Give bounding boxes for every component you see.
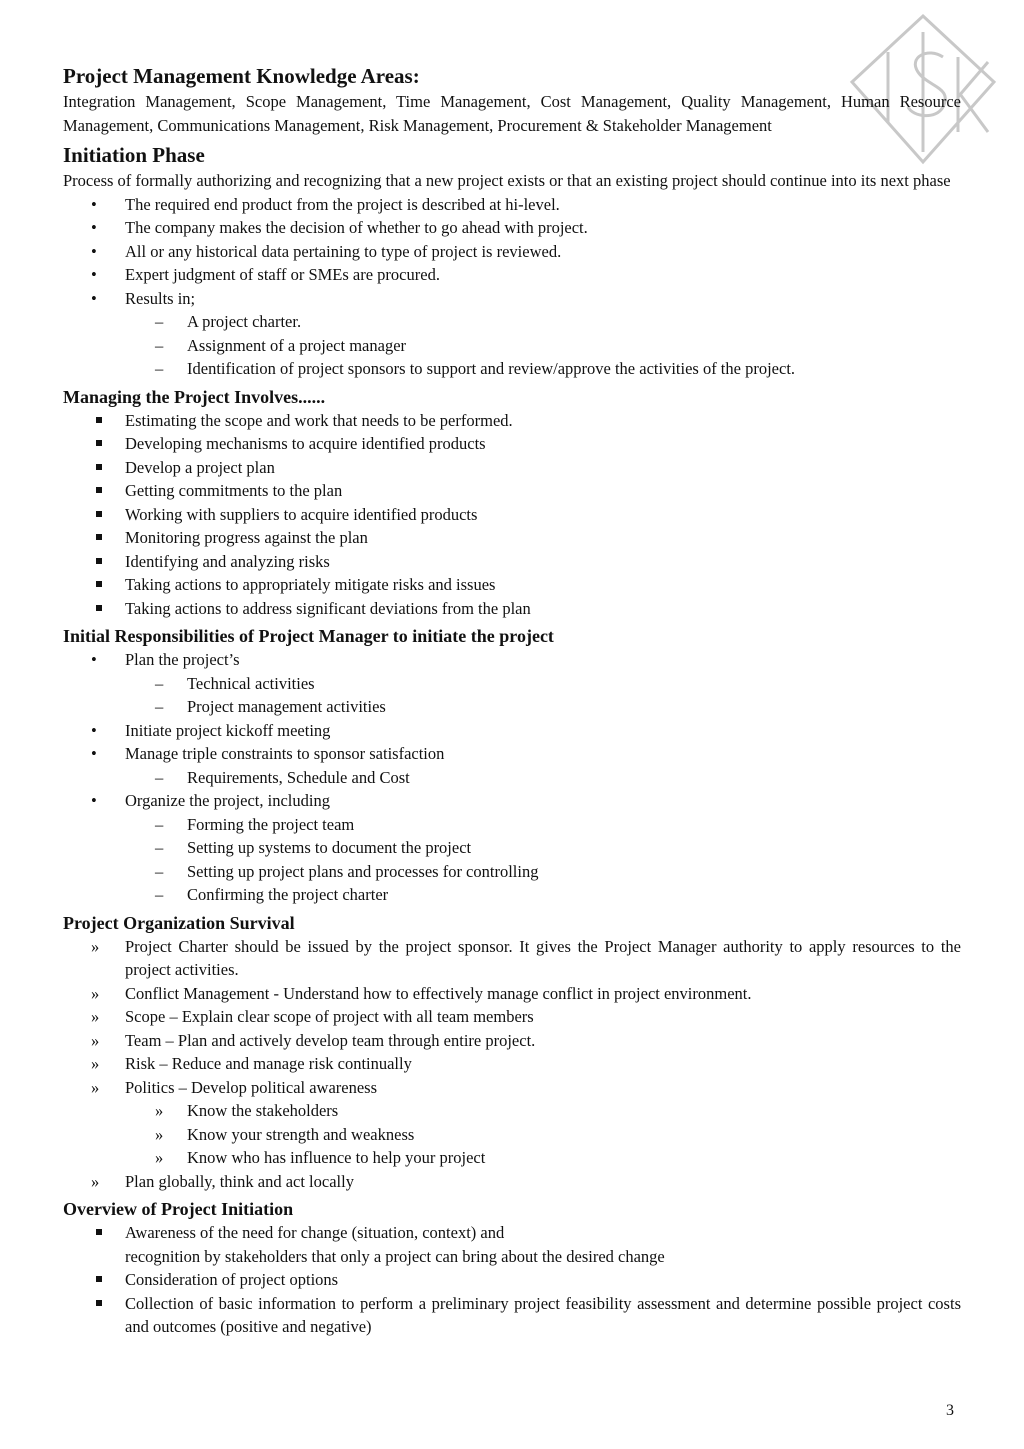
list-item: – Identification of project sponsors to support and review/approve the activities of the project. <box>155 359 796 378</box>
list-item: » Scope – Explain clear scope of project with all team members <box>91 1007 534 1026</box>
managing-list <box>63 409 961 621</box>
list-item: – A project charter. <box>155 312 302 331</box>
list-item: » Politics – Develop political awareness <box>91 1077 378 1097</box>
initiation-title: Initiation Phase <box>63 143 205 167</box>
list-item: » Risk – Reduce and manage risk continually <box>91 1054 412 1073</box>
initiation-list <box>63 193 961 311</box>
list-item: Develop a project plan <box>63 456 961 480</box>
list-item: • Organize the project, including <box>91 791 330 810</box>
list-item: – Setting up project plans and processes for controlling <box>155 861 539 881</box>
list-item: • Expert judgment of staff or SMEs are procured. <box>91 265 440 284</box>
plan-sub-list <box>63 672 961 719</box>
list-item: • The required end product from the project is described at hi-level. <box>91 194 560 214</box>
list-item: • The company makes the decision of whether to go ahead with project. <box>91 218 588 237</box>
list-item: Developing mechanisms to acquire identified products <box>63 432 961 456</box>
list-item: – Setting up systems to document the project <box>155 838 472 857</box>
list-item: – Forming the project team <box>155 814 355 834</box>
responsibilities-title: Initial Responsibilities of Project Manager to initiate the project <box>63 626 554 646</box>
document-page <box>63 62 961 1339</box>
politics-sub-list <box>63 1099 961 1170</box>
list-item: • Results in; <box>91 288 196 308</box>
overview-title: Overview of Project Initiation <box>63 1199 294 1219</box>
list-item: » Conflict Management - Understand how to effectively manage conflict in project environment. <box>91 983 752 1003</box>
list-item: – Requirements, Schedule and Cost <box>155 767 410 787</box>
page-number: 3 <box>946 1402 954 1419</box>
list-item: » Know the stakeholders <box>155 1101 339 1120</box>
list-item: • Manage triple constraints to sponsor satisfaction <box>91 744 445 763</box>
overview-list <box>63 1221 961 1339</box>
list-item: – Confirming the project charter <box>155 885 389 904</box>
knowledge-areas-title: Project Management Knowledge Areas: <box>63 64 420 88</box>
list-item: » Know your strength and weakness <box>155 1124 415 1144</box>
responsibilities-list-c <box>63 789 961 813</box>
knowledge-areas-text: Integration Management, Scope Management, Time Management, Cost Management, Quality Management, Human Resource Management, Communications Management, Risk Management, Procurement & Stakeholder Management <box>63 92 961 135</box>
list-item: Taking actions to address significant deviations from the plan <box>63 597 961 621</box>
list-item: – Technical activities <box>155 673 315 693</box>
manage-sub-list <box>63 766 961 790</box>
list-item: Consideration of project options <box>63 1268 961 1292</box>
responsibilities-list-b <box>63 719 961 766</box>
list-item: Taking actions to appropriately mitigate risks and issues <box>63 573 961 597</box>
survival-list-b <box>63 1170 961 1194</box>
list-item: » Project Charter should be issued by the project sponsor. It gives the Project Manager authority to apply resources to the project activities. <box>91 936 961 979</box>
survival-title: Project Organization Survival <box>63 912 295 933</box>
list-item: Monitoring progress against the plan <box>63 526 961 550</box>
list-item: • Plan the project’s <box>91 650 240 669</box>
list-item: • Initiate project kickoff meeting <box>91 720 331 740</box>
list-item: Collection of basic information to perform a preliminary project feasibility assessment and determine possible project costs and outcomes (positive and negative) <box>63 1292 961 1339</box>
list-item: » Team – Plan and actively develop team through entire project. <box>91 1030 536 1050</box>
responsibilities-list-a <box>63 648 961 672</box>
list-item: Awareness of the need for change (situation, context) and recognition by stakeholders that only a project can bring about the desired change <box>63 1221 961 1268</box>
organize-sub-list <box>63 813 961 907</box>
results-list <box>63 310 961 381</box>
list-item: • All or any historical data pertaining to type of project is reviewed. <box>91 241 562 261</box>
managing-title: Managing the Project Involves...... <box>63 386 326 407</box>
list-item: Estimating the scope and work that needs to be performed. <box>63 409 961 433</box>
list-item: – Project management activities <box>155 697 386 716</box>
survival-list-a <box>63 935 961 1100</box>
list-item: » Plan globally, think and act locally <box>91 1171 354 1191</box>
list-item: – Assignment of a project manager <box>155 335 407 355</box>
list-item: Working with suppliers to acquire identified products <box>63 503 961 527</box>
list-item: Getting commitments to the plan <box>63 479 961 503</box>
list-item: » Know who has influence to help your project <box>155 1148 486 1167</box>
initiation-text: Process of formally authorizing and recognizing that a new project exists or that an existing project should continue into its next phase <box>63 171 951 190</box>
list-item: Identifying and analyzing risks <box>63 550 961 574</box>
